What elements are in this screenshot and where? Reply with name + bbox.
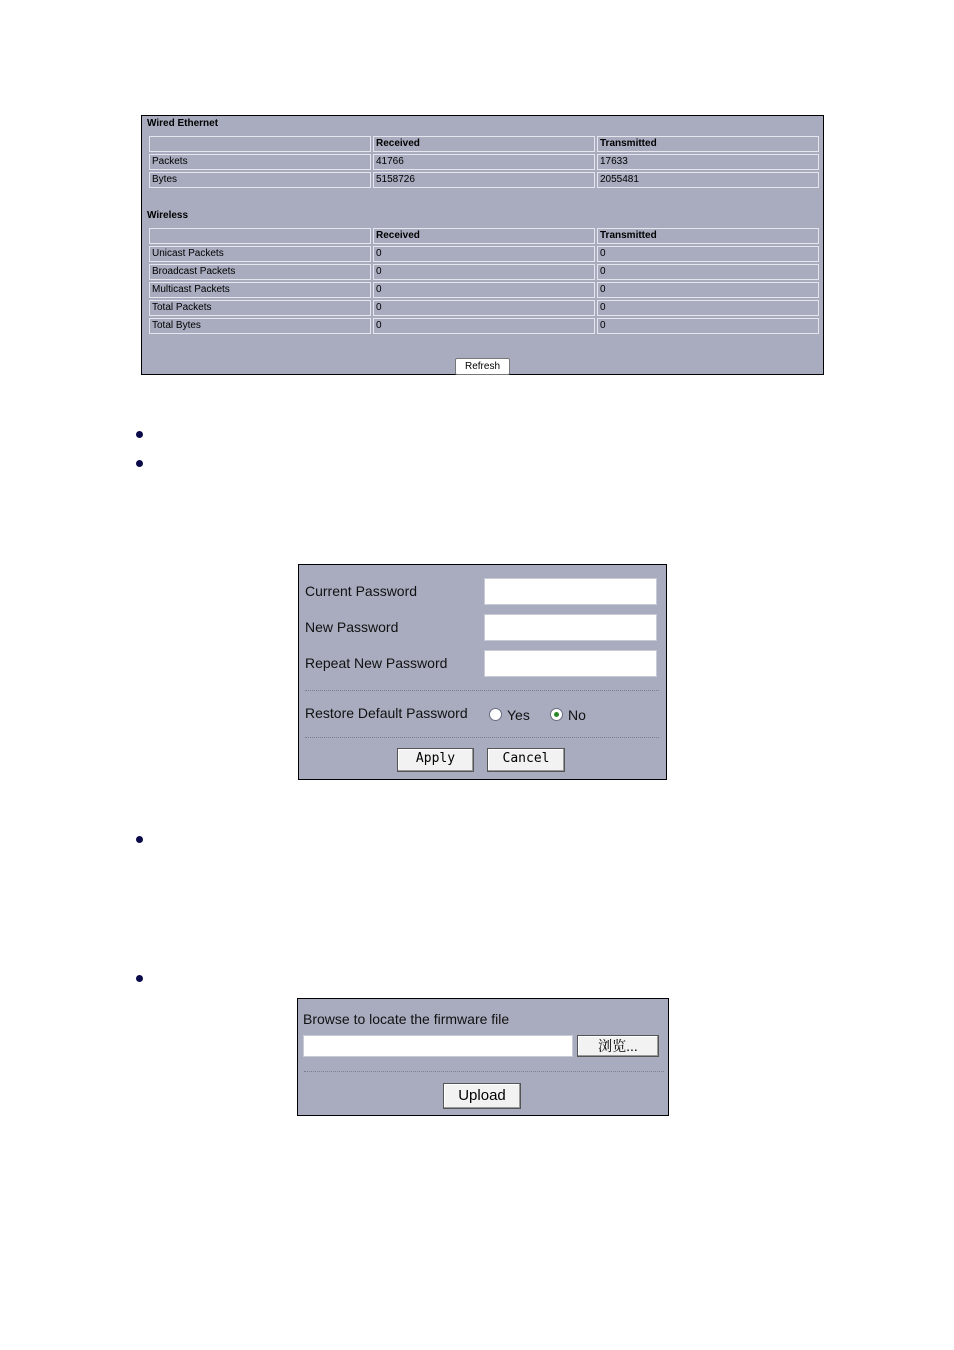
- table-row: [149, 172, 819, 188]
- repeat-password-field[interactable]: [484, 650, 657, 677]
- table-row: [149, 318, 819, 334]
- firmware-file-field[interactable]: [303, 1035, 573, 1057]
- divider: [305, 690, 659, 691]
- transmitted-value: 0: [597, 318, 819, 334]
- row-label: Bytes: [149, 172, 371, 188]
- refresh-button[interactable]: Refresh: [455, 358, 510, 375]
- row-label: Total Bytes: [149, 318, 371, 334]
- password-panel: [298, 564, 667, 780]
- transmitted-value: 17633: [597, 154, 819, 170]
- header-cell: [149, 136, 371, 152]
- row-label: Packets: [149, 154, 371, 170]
- transmitted-value: 0: [597, 282, 819, 298]
- radio-selected-dot: [554, 712, 559, 717]
- yes-label: Yes: [507, 707, 530, 723]
- statistics-panel: [141, 115, 824, 375]
- transmitted-value: 2055481: [597, 172, 819, 188]
- bullet-icon: [136, 836, 143, 843]
- new-password-field[interactable]: [484, 614, 657, 641]
- header-cell: [149, 228, 371, 244]
- header-received: Received: [373, 136, 595, 152]
- bullet-icon: [136, 431, 143, 438]
- row-label: Multicast Packets: [149, 282, 371, 298]
- upload-button[interactable]: Upload: [443, 1083, 521, 1109]
- firmware-upload-panel: [297, 998, 669, 1116]
- apply-button[interactable]: Apply: [397, 748, 474, 772]
- table-row: [149, 300, 819, 316]
- table-row: [149, 246, 819, 262]
- received-value: 41766: [373, 154, 595, 170]
- browse-button[interactable]: 浏览...: [577, 1035, 659, 1057]
- transmitted-value: 0: [597, 246, 819, 262]
- table-header-row: [149, 136, 819, 152]
- row-label: Total Packets: [149, 300, 371, 316]
- header-transmitted: Transmitted: [597, 136, 819, 152]
- transmitted-value: 0: [597, 264, 819, 280]
- restore-yes-radio[interactable]: [489, 708, 502, 721]
- table-row: [149, 154, 819, 170]
- divider: [305, 737, 659, 738]
- received-value: 0: [373, 282, 595, 298]
- bullet-icon: [136, 460, 143, 467]
- browse-instruction-label: Browse to locate the firmware file: [303, 1011, 510, 1027]
- current-password-label: Current Password: [305, 583, 418, 599]
- row-label: Broadcast Packets: [149, 264, 371, 280]
- cancel-button[interactable]: Cancel: [487, 748, 565, 772]
- received-value: 0: [373, 264, 595, 280]
- table-row: [149, 264, 819, 280]
- bullet-icon: [136, 975, 143, 982]
- row-label: Unicast Packets: [149, 246, 371, 262]
- restore-default-label: Restore Default Password: [305, 705, 468, 721]
- table-header-row: [149, 228, 819, 244]
- header-transmitted: Transmitted: [597, 228, 819, 244]
- no-label: No: [568, 707, 586, 723]
- repeat-password-label: Repeat New Password: [305, 655, 448, 671]
- wireless-title: Wireless: [147, 210, 189, 221]
- current-password-field[interactable]: [484, 578, 657, 605]
- wired-ethernet-table: [147, 134, 821, 190]
- new-password-label: New Password: [305, 619, 399, 635]
- received-value: 0: [373, 318, 595, 334]
- received-value: 0: [373, 300, 595, 316]
- wired-ethernet-title: Wired Ethernet: [147, 118, 219, 129]
- received-value: 5158726: [373, 172, 595, 188]
- divider: [304, 1071, 664, 1072]
- restore-no-radio[interactable]: [550, 708, 563, 721]
- received-value: 0: [373, 246, 595, 262]
- header-received: Received: [373, 228, 595, 244]
- table-row: [149, 282, 819, 298]
- wireless-table: [147, 226, 821, 336]
- transmitted-value: 0: [597, 300, 819, 316]
